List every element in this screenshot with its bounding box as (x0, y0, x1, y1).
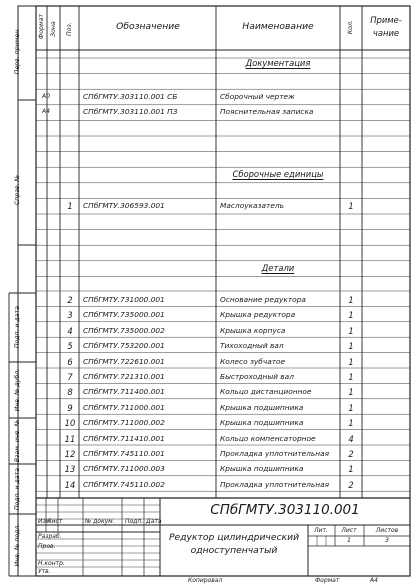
part-qty: 1 (348, 310, 354, 321)
part-position: 11 (64, 433, 76, 444)
part-designation: СПбГМТУ.711000.001 (83, 402, 165, 412)
tb-col-izm: Изм (38, 518, 51, 525)
part-position: 13 (64, 464, 76, 475)
section-assemblies: Сборочные единицы (232, 169, 324, 179)
header-name: Наименование (242, 21, 314, 32)
part-name: Прокладка уплотнительная (220, 449, 330, 458)
title-designation: СПбГМТУ.303110.001 (210, 502, 360, 518)
tb-listov-value: 3 (385, 537, 389, 544)
part-position: 5 (67, 341, 73, 352)
part-position: 14 (64, 479, 76, 490)
doc-designation: СПбГМТУ.303110.001 СБ (83, 92, 178, 101)
header-designation: Обозначение (116, 21, 180, 32)
title-name-line2: одноступенчатый (190, 545, 278, 556)
part-position: 2 (67, 295, 73, 305)
assembly-name: Маслоуказатель (220, 201, 284, 210)
part-designation: СПбГМТУ.721310.001 (83, 372, 165, 381)
part-qty: 1 (348, 387, 354, 398)
part-position: 3 (67, 310, 73, 321)
margin-perv-primen: Перв. примен. (13, 27, 21, 75)
assembly-designation: СПбГМТУ.306593.001 (83, 201, 165, 210)
tb-razrab: Разраб. (38, 533, 62, 540)
tb-utv: Утв. (38, 568, 51, 575)
part-qty: 2 (348, 479, 354, 490)
part-designation: СПбГМТУ.735000.002 (83, 325, 165, 335)
part-position: 9 (67, 402, 73, 413)
part-name: Кольцо компенсаторное (220, 433, 316, 443)
header-position: Поз. (65, 22, 73, 36)
part-position: 10 (64, 418, 76, 429)
tb-col-list: Лист (47, 518, 63, 525)
doc-format: А0 (42, 93, 50, 100)
header-format: Формат (37, 13, 45, 40)
part-name: Крышка редуктора (220, 310, 296, 320)
part-qty: 1 (348, 372, 354, 382)
part-name: Кольцо дистанционное (220, 387, 312, 397)
part-designation: СПбГМТУ.735000.001 (83, 310, 165, 320)
footer-format-label: Формат (315, 577, 340, 584)
tb-prov: Пров. (38, 543, 56, 550)
part-designation: СПбГМТУ.711000.002 (83, 418, 165, 428)
header-note-line2: чание (372, 28, 400, 38)
part-qty: 1 (348, 341, 354, 352)
part-designation: СПбГМТУ.745110.001 (83, 449, 165, 458)
doc-format: А4 (42, 108, 50, 115)
part-name: Основание редуктора (220, 295, 306, 304)
doc-designation: СПбГМТУ.303110.001 ПЗ (83, 107, 178, 116)
part-designation: СПбГМТУ.745110.002 (83, 479, 165, 489)
margin-sprav-no: Справ. № (13, 175, 21, 206)
part-designation: СПбГМТУ.711400.001 (83, 387, 165, 397)
footer-format-value: А4 (370, 577, 378, 584)
part-qty: 2 (348, 449, 354, 459)
part-qty: 1 (348, 325, 354, 336)
part-qty: 1 (348, 402, 354, 413)
margin-vzam-inv: Взам. инв. № (13, 420, 21, 463)
part-name: Колесо зубчатое (220, 356, 286, 366)
part-name: Крышка подшипника (220, 418, 304, 428)
part-position: 4 (67, 325, 73, 336)
header-qty: Кол. (346, 20, 354, 35)
part-qty: 1 (348, 464, 354, 475)
part-qty: 1 (348, 295, 354, 305)
section-parts: Детали (261, 263, 295, 273)
tb-col-podp: Подп. (125, 518, 144, 525)
margin-inv-dubl: Инв. № дубл. (13, 368, 21, 412)
header-note-line1: Приме- (370, 15, 402, 25)
part-name: Крышка подшипника (220, 464, 304, 474)
part-name: Крышка подшипника (220, 402, 304, 412)
part-position: 7 (67, 372, 73, 382)
margin-podp-data-1: Подп. и дата (13, 306, 21, 349)
tb-list-value: 1 (347, 537, 351, 544)
part-position: 6 (67, 356, 73, 367)
part-name: Тихоходный вал (220, 341, 284, 351)
part-qty: 1 (348, 356, 354, 367)
part-position: 8 (67, 387, 73, 398)
margin-inv-podl: Инв. № подл. (13, 523, 21, 567)
doc-name: Сборочный чертеж (220, 92, 295, 101)
tb-lit-label: Лит. (314, 527, 328, 534)
doc-name: Пояснительная записка (220, 107, 314, 116)
tb-col-data: Дата (146, 518, 162, 525)
part-qty: 4 (348, 433, 354, 444)
part-name: Быстроходный вал (220, 372, 294, 381)
header-zone: Зона (49, 21, 57, 37)
part-name: Крышка корпуса (220, 325, 286, 335)
section-documentation: Документация (245, 58, 311, 68)
part-qty: 1 (348, 418, 354, 429)
part-name: Прокладка уплотнительная (220, 479, 330, 489)
tb-nkontr: Н.контр. (38, 560, 65, 567)
tb-listov-label: Листов (375, 527, 399, 534)
part-designation: СПбГМТУ.711410.001 (83, 433, 165, 443)
tb-list-label: Лист (341, 527, 357, 534)
footer-kopiroval: Копировал (188, 577, 223, 584)
margin-podp-data-2: Подп. и дата (13, 468, 21, 511)
assembly-position: 1 (67, 201, 73, 211)
part-designation: СПбГМТУ.753200.001 (83, 341, 165, 351)
part-designation: СПбГМТУ.731000.001 (83, 295, 165, 304)
tb-col-docnum: № докум. (85, 518, 115, 525)
title-name-line1: Редуктор цилиндрический (168, 532, 300, 543)
assembly-qty: 1 (348, 201, 354, 211)
part-position: 12 (64, 449, 76, 459)
part-designation: СПбГМТУ.711000.003 (83, 464, 165, 474)
part-designation: СПбГМТУ.722610.001 (83, 356, 165, 366)
